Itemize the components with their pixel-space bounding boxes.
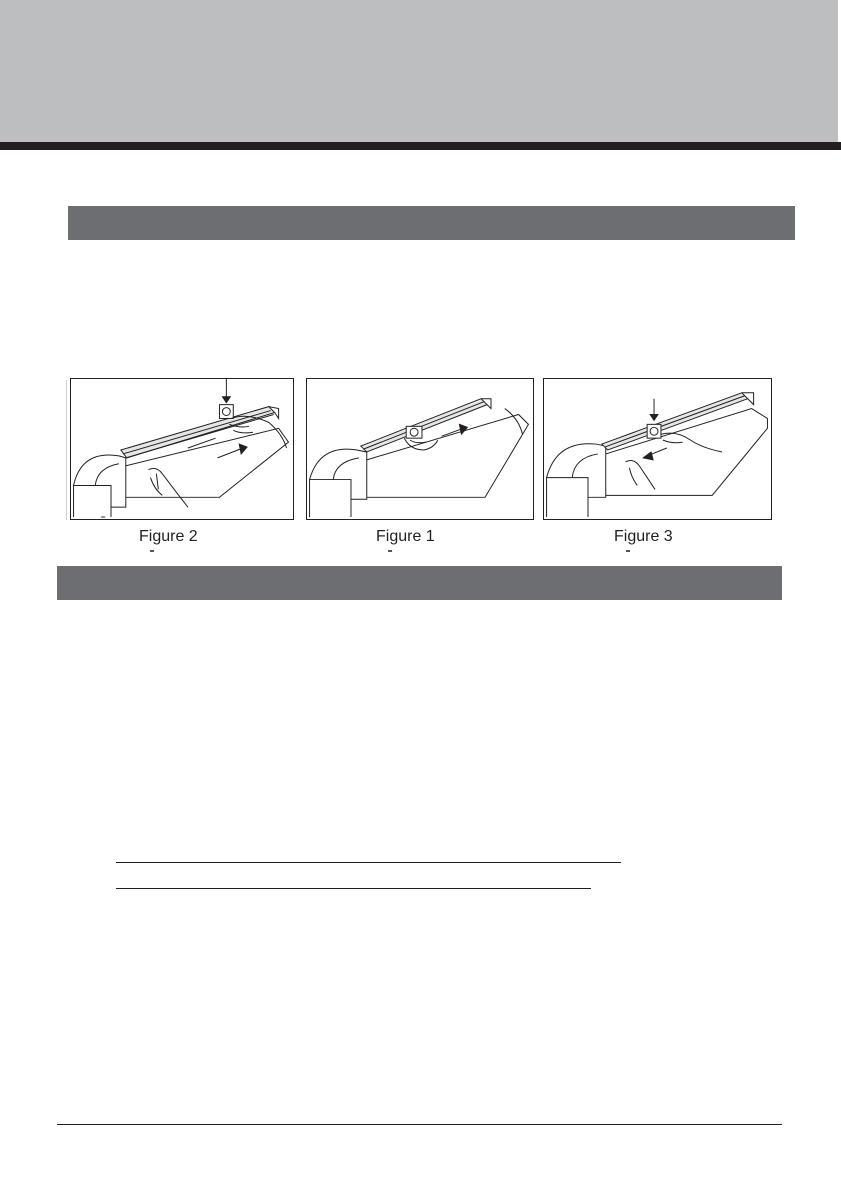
- page-header-band: [0, 0, 838, 142]
- caption-mark: [626, 550, 630, 552]
- blank-fill-line: [116, 862, 621, 863]
- figure-edge-mark: [66, 380, 67, 520]
- section-heading-bar: [68, 206, 795, 240]
- figure-illustration: [306, 378, 534, 520]
- figure-illustration: [70, 378, 294, 520]
- caption-mark: [150, 550, 154, 552]
- paper-trimmer-illustration-icon: [71, 379, 293, 519]
- paper-trimmer-illustration-icon: [307, 379, 533, 519]
- figure-illustration: [543, 378, 772, 520]
- page-footer-rule: [57, 1124, 782, 1125]
- figure-caption: Figure 1: [376, 528, 435, 545]
- figure-caption: Figure 3: [614, 528, 673, 545]
- caption-mark: [388, 550, 392, 552]
- section-heading-bar: [57, 566, 782, 600]
- figure-caption: Figure 2: [139, 528, 198, 545]
- blank-fill-line: [116, 888, 591, 889]
- paper-trimmer-illustration-icon: [544, 379, 771, 519]
- page-header-rule: [0, 142, 841, 150]
